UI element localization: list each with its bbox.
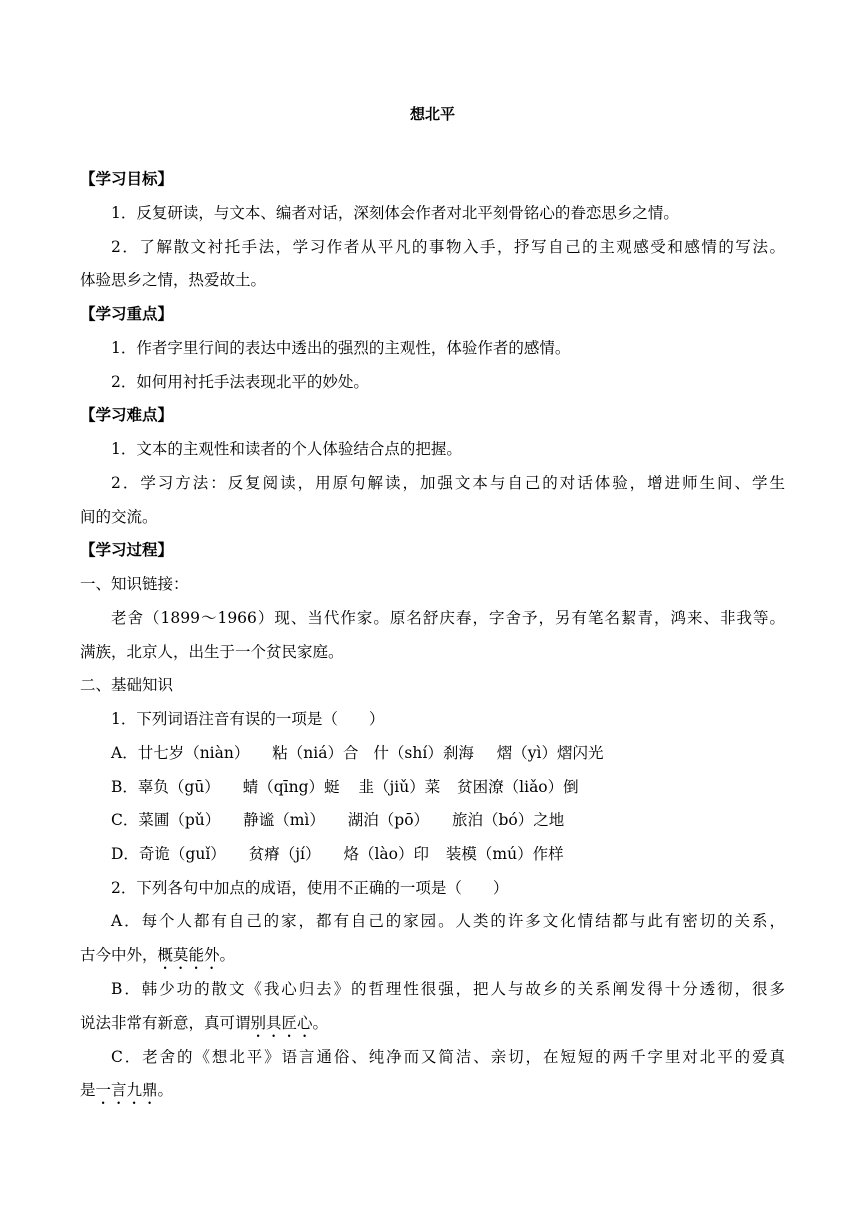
option-d-part-2: 贫瘠（jí）: [248, 845, 321, 863]
question-2-option-a-line-1: A．每个人都有自己的家，都有自己的家园。人类的许多文化情结都与此有密切的关系，: [111, 912, 785, 930]
option-c-part-1: C．菜圃（pǔ）: [111, 811, 221, 829]
q2c-emphasized-idiom: 一言九鼎: [95, 1081, 158, 1099]
option-b-part-1: B．辜负（gū）: [111, 778, 220, 796]
section-1-line-2: 满族，北京人，出生于一个贫民家庭。: [80, 643, 344, 661]
section-1-line-1: 老舍（1899～1966）现、当代作家。原名舒庆春，字舍予，另有笔名絜青，鸿来、非我等。: [111, 609, 785, 627]
section-2-title: 二、基础知识: [80, 676, 174, 694]
option-d-part-1: D．奇诡（guǐ）: [111, 845, 226, 863]
option-b-part-4: 贫困潦（liǎo）倒: [457, 778, 579, 796]
difficulties-item-1: 1．文本的主观性和读者的个人体验结合点的把握。: [111, 440, 462, 458]
key-points-item-1: 1．作者字里行间的表达中透出的强烈的主观性，体验作者的感情。: [111, 339, 571, 357]
difficulties-item-2-line-1: 2．学习方法：反复阅读，用原句解读，加强文本与自己的对话体验，增进师生间、学生: [111, 474, 785, 492]
objectives-item-1: 1．反复研读，与文本、编者对话，深刻体会作者对北平刻骨铭心的眷恋思乡之情。: [111, 204, 679, 222]
option-b-part-3: 韭（jiǔ）菜: [358, 778, 441, 796]
q2c-prefix: 是: [80, 1081, 96, 1099]
difficulties-heading: 【学习难点】: [80, 406, 174, 424]
key-points-heading: 【学习重点】: [80, 305, 174, 323]
question-1-option-a: [80, 742, 785, 764]
option-d-part-4: 装模（mú）作样: [445, 845, 564, 863]
objectives-heading: 【学习目标】: [80, 170, 174, 188]
question-2-stem: 2．下列各句中加点的成语，使用不正确的一项是（ ）: [111, 879, 509, 897]
question-2-option-b-line-2: [80, 1012, 785, 1041]
question-2-option-c-line-1: C．老舍的《想北平》语言通俗、纯净而又简洁、亲切，在短短的两千字里对北平的爱真: [111, 1048, 785, 1066]
section-1-title: 一、知识链接：: [80, 575, 189, 593]
objectives-item-2-line-1: 2．了解散文衬托手法，学习作者从平凡的事物入手，抒写自己的主观感受和感情的写法。: [111, 238, 785, 256]
q2a-suffix: 。: [219, 946, 236, 964]
option-c-part-3: 湖泊（pō）: [347, 811, 430, 829]
q2a-prefix: 古今中外，: [80, 946, 158, 964]
q2a-emphasized-idiom: 概莫能外: [157, 946, 220, 964]
page-title: 想北平: [409, 105, 455, 123]
option-c-part-4: 旅泊（bó）之地: [452, 811, 565, 829]
question-2-option-b-line-1: B．韩少功的散文《我心归去》的哲理性很强，把人与故乡的关系阐发得十分透彻，很多: [111, 980, 785, 998]
option-d-part-3: 烙（lào）印: [343, 845, 429, 863]
question-1-option-b: [80, 776, 785, 798]
option-b-part-2: 蜻（qīng）蜓: [242, 778, 340, 796]
option-a-part-4: 熠（yì）熠闪光: [496, 744, 604, 762]
question-1-option-c: [80, 809, 785, 831]
question-1-option-d: [80, 843, 785, 865]
q2c-suffix: 。: [157, 1081, 174, 1099]
q2b-suffix: 。: [312, 1014, 329, 1032]
question-2-option-c-line-2: [80, 1079, 785, 1108]
option-a-part-3: 什（shí）刹海: [373, 744, 474, 762]
option-a-part-2: 粘（niá）合: [272, 744, 359, 762]
option-c-part-2: 静谧（mì）: [243, 811, 325, 829]
key-points-item-2: 2．如何用衬托手法表现北平的妙处。: [111, 373, 369, 391]
question-2-option-a-line-2: [80, 944, 785, 973]
objectives-item-2-line-2: 体验思乡之情，热爱故土。: [80, 271, 267, 289]
question-1-stem: 1．下列词语注音有误的一项是（ ）: [111, 710, 385, 728]
difficulties-item-2-line-2: 间的交流。: [80, 508, 158, 526]
option-a-part-1: A．廿七岁（niàn）: [111, 744, 250, 762]
q2b-prefix: 说法非常有新意，真可谓: [80, 1014, 251, 1032]
process-heading: 【学习过程】: [80, 541, 174, 559]
q2b-emphasized-idiom: 别具匠心: [250, 1014, 313, 1032]
